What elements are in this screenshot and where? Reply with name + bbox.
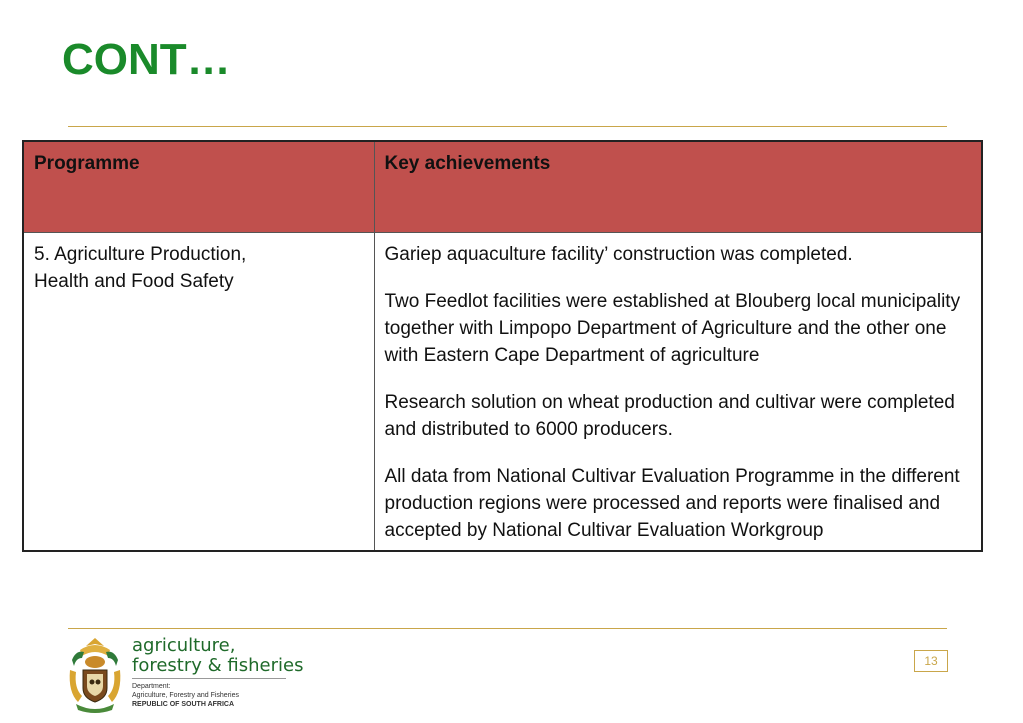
programme-cell (23, 233, 374, 552)
coat-of-arms-icon (66, 636, 124, 716)
logo-divider (132, 678, 286, 679)
achievement-item: Research solution on wheat production and cultivar were completed and distributed to 6000 producers. (384, 392, 955, 440)
footer-divider (68, 628, 947, 629)
logo-dept-label: Department: (132, 683, 171, 690)
achievements-cell (374, 233, 982, 552)
header-key-achievements: Key achievements (374, 141, 982, 233)
achievement-item: Gariep aquaculture facility’ construction was completed. (384, 244, 853, 265)
page-title: CONT… (62, 35, 231, 84)
title-divider (68, 126, 947, 127)
table-header-row (23, 141, 982, 233)
programme-line: 5. Agriculture Production, (34, 244, 247, 265)
logo-dept-name: Agriculture, Forestry and Fisheries (132, 692, 239, 699)
achievements-table (22, 140, 983, 552)
achievement-item: All data from National Cultivar Evaluation Programme in the different production regions were processed and reports were finalised and accepted by National Cultivar Evaluation Workgroup (384, 466, 960, 541)
page-number: 13 (914, 650, 948, 672)
department-logo (66, 635, 304, 716)
achievement-item: Two Feedlot facilities were established at Blouberg local municipality together with Limpopo Department of Agriculture and the other one with Eastern Cape Department of agriculture (384, 291, 961, 366)
programme-line: Health and Food Safety (34, 271, 234, 292)
logo-line2: forestry & fisheries (132, 655, 304, 676)
table-row (23, 233, 982, 552)
header-programme: Programme (23, 141, 374, 233)
logo-line1: agriculture, (132, 635, 236, 656)
logo-country: REPUBLIC OF SOUTH AFRICA (132, 701, 235, 708)
